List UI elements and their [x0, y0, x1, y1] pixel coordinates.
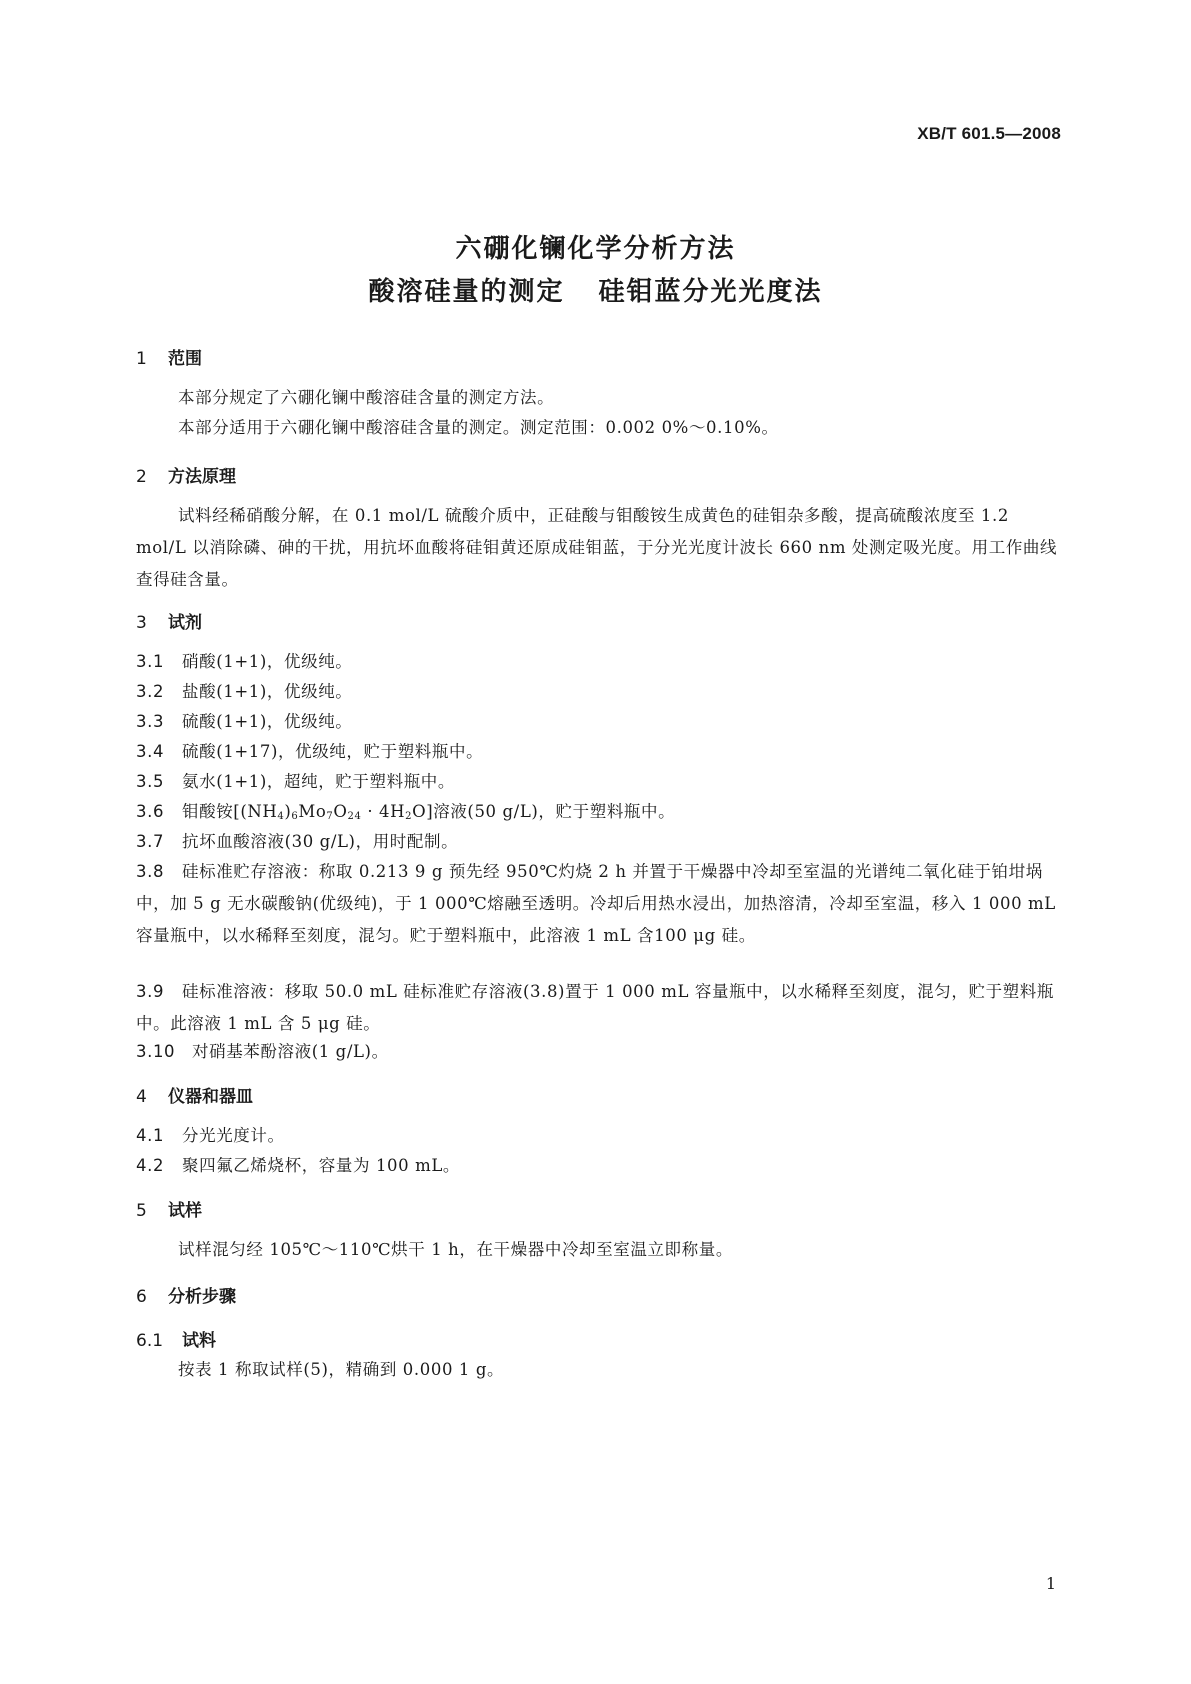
- section-title: 方法原理: [168, 467, 236, 487]
- item-text: 硅标准溶液：移取 50.0 mL 硅标准贮存溶液(3.8)置于 1 000 mL 容量瓶中，以水稀释至刻度，混匀，贮于塑料瓶中。此溶液 1 mL 含 5 μg 硅。: [136, 982, 1054, 1033]
- item-text: 硅标准贮存溶液：称取 0.213 9 g 预先经 950℃灼烧 2 h 并置于干燥器中冷却至室温的光谱纯二氧化硅于铂坩埚中，加 5 g 无水碳酸钠(优级纯)，于 1 000℃熔融至透明。冷却后用热水浸出，加热溶清，冷却至室温，移入 1 000 mL 容量瓶中，以水稀释至刻度，混匀。贮于塑料瓶中，此溶液 1 mL 含100 μg 硅。: [136, 862, 1056, 945]
- item-text: 分光光度计。: [182, 1126, 285, 1145]
- item-text: 钼酸铵$[(NH_4)_6Mo_7O_{24} \cdot 4H_2O]$溶液(50 g/L)，贮于塑料瓶中。: [182, 802, 676, 822]
- item-number: 3.2: [136, 682, 165, 701]
- section-title: 试样: [168, 1201, 202, 1221]
- reagent-item-3-2: [136, 676, 1058, 708]
- section-number: 3: [136, 613, 147, 633]
- section-6-heading: [136, 1282, 236, 1307]
- title-method: 硅钼蓝分光光度法: [598, 277, 823, 307]
- item-number: 3.7: [136, 832, 165, 851]
- section-title: 试剂: [168, 613, 202, 633]
- item-number: 3.6: [136, 802, 165, 821]
- apparatus-item-4-1: [136, 1120, 1058, 1152]
- item-number: 4.2: [136, 1156, 165, 1175]
- item-number: 3.5: [136, 772, 165, 791]
- subsection-6-1-paragraph-1: 按表 1 称取试样(5)，精确到 0.000 1 g。: [178, 1360, 505, 1379]
- reagent-item-3-3: [136, 706, 1058, 738]
- item-number: 3.1: [136, 652, 165, 671]
- item-number: 4.1: [136, 1126, 165, 1145]
- section-4-heading: [136, 1082, 253, 1107]
- item-number: 3.10: [136, 1042, 176, 1061]
- reagent-item-3-4: [136, 736, 1058, 768]
- section-3-heading: [136, 608, 202, 633]
- document-title-line1: 六硼化镧化学分析方法: [455, 234, 736, 264]
- reagent-item-3-8: [136, 856, 1058, 952]
- subsection-6-1-heading: [136, 1326, 216, 1351]
- item-number: 3.4: [136, 742, 165, 761]
- section-number: 2: [136, 467, 147, 487]
- section-title: 范围: [168, 349, 202, 369]
- title-subject: 酸溶硅量的测定: [368, 277, 565, 307]
- section-5-heading: [136, 1196, 202, 1221]
- reagent-item-3-5: [136, 766, 1058, 798]
- reagent-item-3-10: [136, 1036, 1058, 1068]
- section-5-paragraph-1: 试样混匀经 105℃～110℃烘干 1 h，在干燥器中冷却至室温立即称量。: [178, 1240, 733, 1259]
- section-number: 6: [136, 1287, 147, 1307]
- item-text: 盐酸(1+1)，优级纯。: [182, 682, 353, 701]
- section-title: 仪器和器皿: [168, 1087, 253, 1107]
- section-1-paragraph-1: 本部分规定了六硼化镧中酸溶硅含量的测定方法。: [178, 388, 555, 407]
- apparatus-item-4-2: [136, 1150, 1058, 1182]
- standard-code: XB/T 601.5—2008: [917, 124, 1061, 143]
- section-number: 4: [136, 1087, 147, 1107]
- item-text: 对硝基苯酚溶液(1 g/L)。: [192, 1042, 389, 1061]
- section-1-heading: [136, 344, 202, 369]
- subsection-number: 6.1: [136, 1331, 164, 1351]
- document-title-line2: [0, 271, 1191, 308]
- item-text: 氨水(1+1)，超纯，贮于塑料瓶中。: [182, 772, 455, 791]
- item-text: 硫酸(1+1)，优级纯。: [182, 712, 353, 731]
- item-text: 聚四氟乙烯烧杯，容量为 100 mL。: [182, 1156, 460, 1175]
- reagent-item-3-7: [136, 826, 1058, 858]
- item-number: 3.3: [136, 712, 165, 731]
- item-number: 3.9: [136, 982, 165, 1001]
- section-title: 分析步骤: [168, 1287, 236, 1307]
- item-text: 抗坏血酸溶液(30 g/L)，用时配制。: [182, 832, 459, 851]
- item-text: 硫酸(1+17)，优级纯，贮于塑料瓶中。: [182, 742, 484, 761]
- subsection-title: 试料: [182, 1331, 216, 1351]
- reagent-item-3-9: [136, 976, 1058, 1040]
- item-number: 3.8: [136, 862, 165, 881]
- section-1-paragraph-2: 本部分适用于六硼化镧中酸溶硅含量的测定。测定范围：0.002 0%～0.10%。: [178, 418, 779, 437]
- section-number: 1: [136, 349, 147, 369]
- reagent-item-3-1: [136, 646, 1058, 678]
- item-text: 硝酸(1+1)，优级纯。: [182, 652, 353, 671]
- section-2-heading: [136, 462, 236, 487]
- section-2-paragraph-1: 试料经稀硝酸分解，在 0.1 mol/L 硫酸介质中，正硅酸与钼酸铵生成黄色的硅钼杂多酸，提高硫酸浓度至 1.2 mol/L 以消除磷、砷的干扰，用抗坏血酸将硅钼黄还原成硅钼蓝，于分光光度计波长 660 nm 处测定吸光度。用工作曲线查得硅含量。: [136, 506, 1058, 589]
- page-number: 1: [1045, 1574, 1056, 1593]
- section-number: 5: [136, 1201, 147, 1221]
